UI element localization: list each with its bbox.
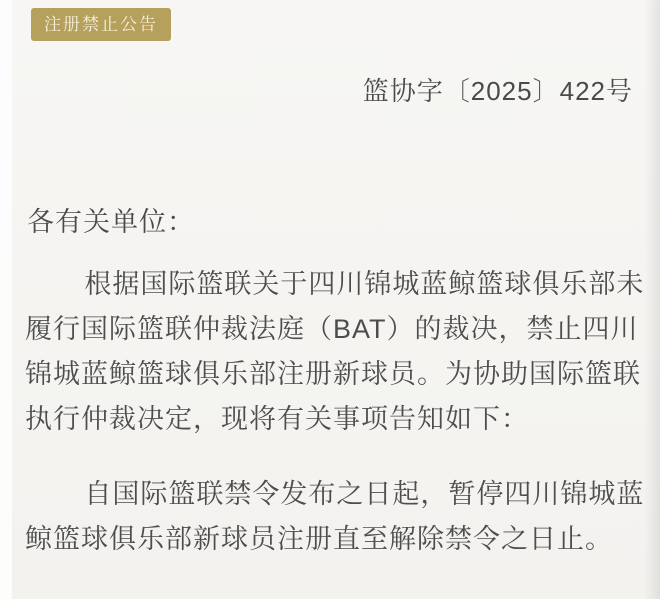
paragraph-2-line-1: 自国际篮联禁令发布之日起，暂停四川锦城蓝 <box>84 479 645 509</box>
paragraph-1 <box>25 262 645 442</box>
paragraph-2 <box>25 472 645 562</box>
document-number: 篮协字〔2025〕422号 <box>362 76 633 106</box>
salutation: 各有关单位： <box>27 207 195 237</box>
paragraph-1-line-3: 锦城蓝鲸篮球俱乐部注册新球员。为协助国际篮联 <box>25 359 641 389</box>
notice-type-badge: 注册禁止公告 <box>31 8 171 41</box>
paragraph-1-line-2: 履行国际篮联仲裁法庭（BAT）的裁决，禁止四川 <box>25 314 639 344</box>
paragraph-2-line-2: 鲸篮球俱乐部新球员注册直至解除禁令之日止。 <box>25 524 613 554</box>
paragraph-1-line-1: 根据国际篮联关于四川锦城蓝鲸篮球俱乐部未 <box>84 269 645 299</box>
paragraph-1-line-4: 执行仲裁决定，现将有关事项告知如下： <box>25 404 529 434</box>
